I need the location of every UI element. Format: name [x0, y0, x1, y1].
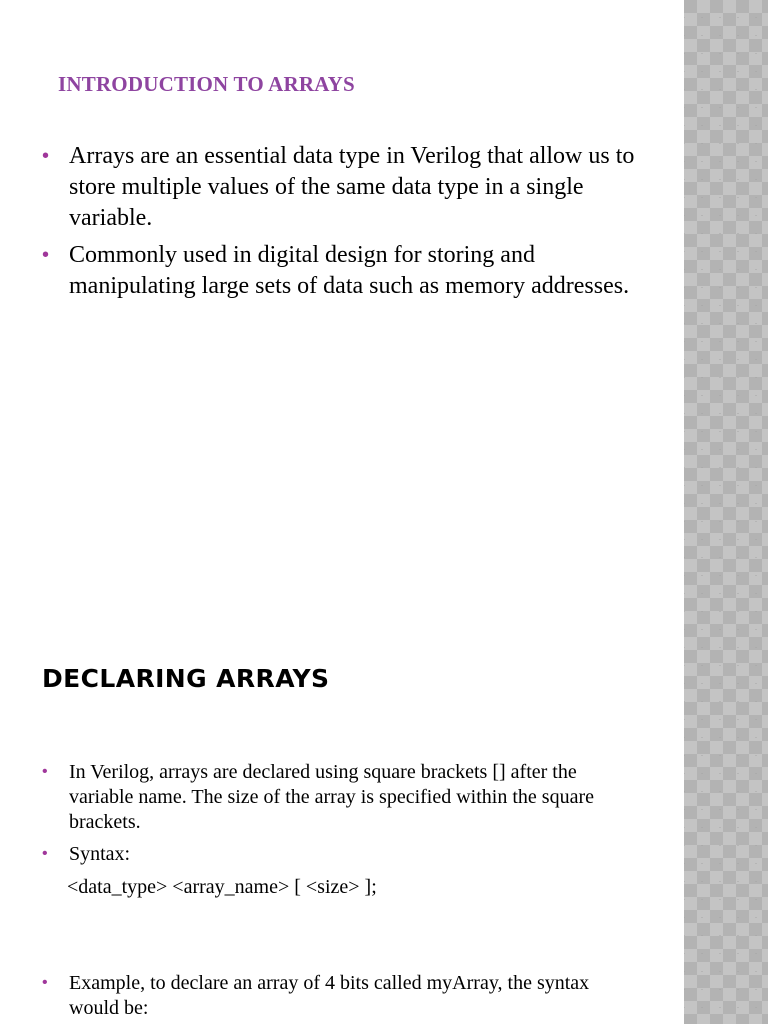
list-item — [42, 842, 642, 867]
bullet-icon: • — [42, 763, 48, 780]
example-bullet-list — [42, 971, 642, 1028]
syntax-code-line: <data_type> <array_name> [ <size> ]; — [67, 876, 377, 898]
list-item — [42, 971, 642, 1021]
bullet-icon: • — [42, 845, 48, 862]
bullet-text: Syntax: — [69, 843, 131, 865]
intro-bullet-list — [42, 141, 642, 308]
decorative-side-pattern — [684, 0, 768, 1024]
list-item — [42, 141, 642, 234]
section-heading: DECLARING ARRAYS — [42, 664, 330, 693]
bullet-text: Commonly used in digital design for storing and manipulating large sets of data such as memory addresses. — [69, 242, 630, 299]
bullet-icon: • — [42, 145, 50, 167]
list-item — [42, 240, 642, 302]
bullet-text: Arrays are an essential data type in Verilog that allow us to store multiple values of the same data type in a single variable. — [69, 143, 635, 231]
bullet-icon: • — [42, 974, 48, 991]
bullet-text: In Verilog, arrays are declared using square brackets [] after the variable name. The size of the array is specified within the square brackets. — [69, 761, 594, 833]
slide-title: INTRODUCTION TO ARRAYS — [58, 72, 355, 96]
bullet-text: Example, to declare an array of 4 bits called myArray, the syntax would be: — [69, 972, 590, 1019]
list-item — [42, 760, 642, 835]
bullet-icon: • — [42, 244, 50, 266]
declaration-bullet-list — [42, 760, 642, 874]
